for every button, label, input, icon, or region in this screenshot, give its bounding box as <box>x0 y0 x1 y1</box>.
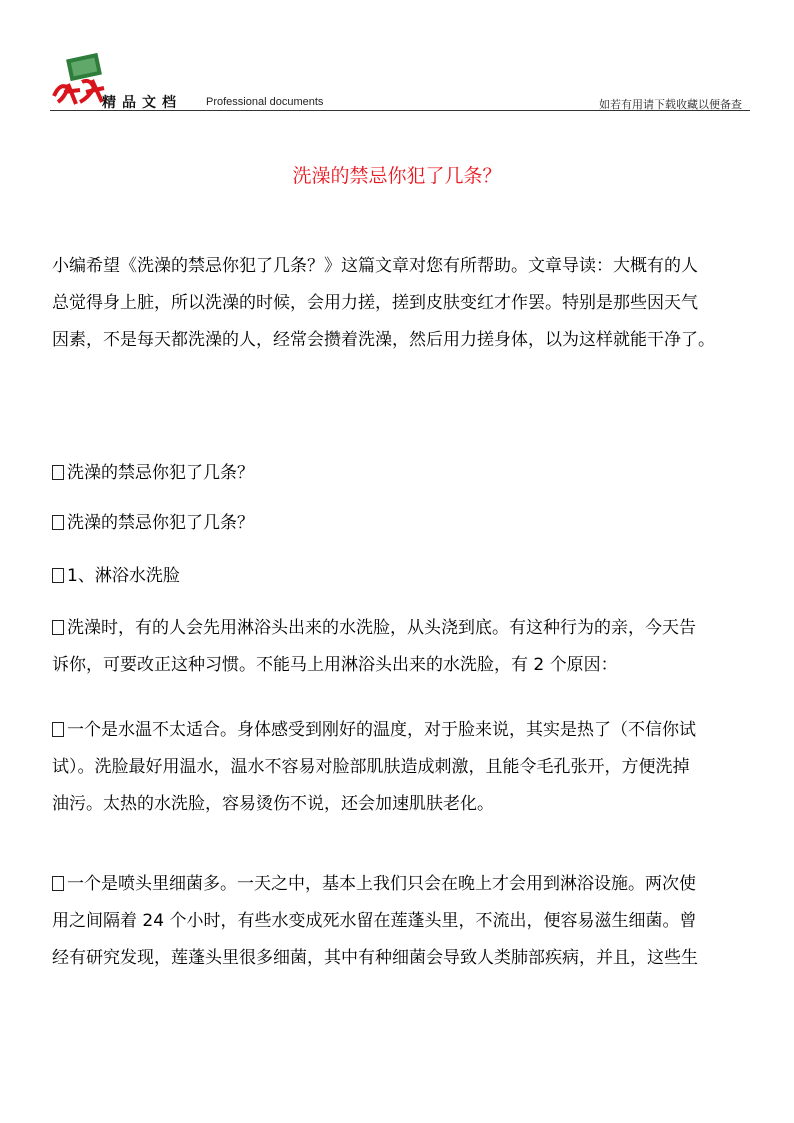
header-note: 如若有用请下载收藏以便备查 <box>599 98 742 111</box>
brand-name: 精品文档 <box>102 95 182 111</box>
intro-paragraph <box>52 248 766 359</box>
text-line: 油污。太热的水洗脸，容易烫伤不说，还会加速肌肤老化。 <box>52 794 494 814</box>
checkbox-glyph-icon <box>52 465 64 480</box>
paragraph-1 <box>52 610 766 684</box>
checkbox-glyph-icon <box>52 876 64 891</box>
text-line: 总觉得身上脏，所以洗澡的时候，会用力搓，搓到皮肤变红才作罢。特别是那些因天气 <box>52 293 698 313</box>
checkbox-glyph-icon <box>52 568 64 583</box>
heading-text: 洗澡的禁忌你犯了几条？ <box>67 513 254 533</box>
brand-subtitle: Professional documents <box>206 96 324 108</box>
paragraph-2 <box>52 712 766 823</box>
checkbox-glyph-icon <box>52 722 64 737</box>
heading-3 <box>52 558 766 595</box>
document-title: 洗澡的禁忌你犯了几条？ <box>292 165 502 187</box>
page-header <box>50 52 750 112</box>
text-span: 一个是水温不太适合。身体感受到刚好的温度，对于脸来说，其实是热了（不信你试 <box>67 720 696 740</box>
text-span: 一个是喷头里细菌多。一天之中，基本上我们只会在晚上才会用到淋浴设施。两次使 <box>67 874 696 894</box>
text-line: 因素，不是每天都洗澡的人，经常会攒着洗澡，然后用力搓身体，以为这样就能干净了。 <box>52 330 715 350</box>
heading-1 <box>52 455 766 492</box>
checkbox-glyph-icon <box>52 515 64 530</box>
checkbox-glyph-icon <box>52 620 64 635</box>
heading-text: 1、淋浴水洗脸 <box>67 566 180 586</box>
heading-2 <box>52 505 766 542</box>
text-line: 用之间隔着 24 个小时，有些水变成死水留在莲蓬头里，不流出，便容易滋生细菌。曾 <box>52 911 697 931</box>
text-span: 洗澡时，有的人会先用淋浴头出来的水洗脸，从头浇到底。有这种行为的亲，今天告 <box>67 618 696 638</box>
text-line <box>52 712 766 749</box>
text-line: 诉你，可要改正这种习惯。不能马上用淋浴头出来的水洗脸，有 2 个原因： <box>52 655 618 675</box>
text-line: 小编希望《洗澡的禁忌你犯了几条？》这篇文章对您有所帮助。文章导读：大概有的人 <box>52 256 698 276</box>
header-divider <box>50 110 750 111</box>
text-line: 试）。洗脸最好用温水，温水不容易对脸部肌肤造成刺激，且能令毛孔张开，方便洗掉 <box>52 757 690 777</box>
text-line <box>52 866 766 903</box>
text-line: 经有研究发现，莲蓬头里很多细菌，其中有种细菌会导致人类肺部疾病，并且，这些生 <box>52 948 698 968</box>
paragraph-3 <box>52 866 766 977</box>
heading-text: 洗澡的禁忌你犯了几条？ <box>67 463 254 483</box>
logo-icon <box>50 52 108 108</box>
text-line <box>52 610 766 647</box>
